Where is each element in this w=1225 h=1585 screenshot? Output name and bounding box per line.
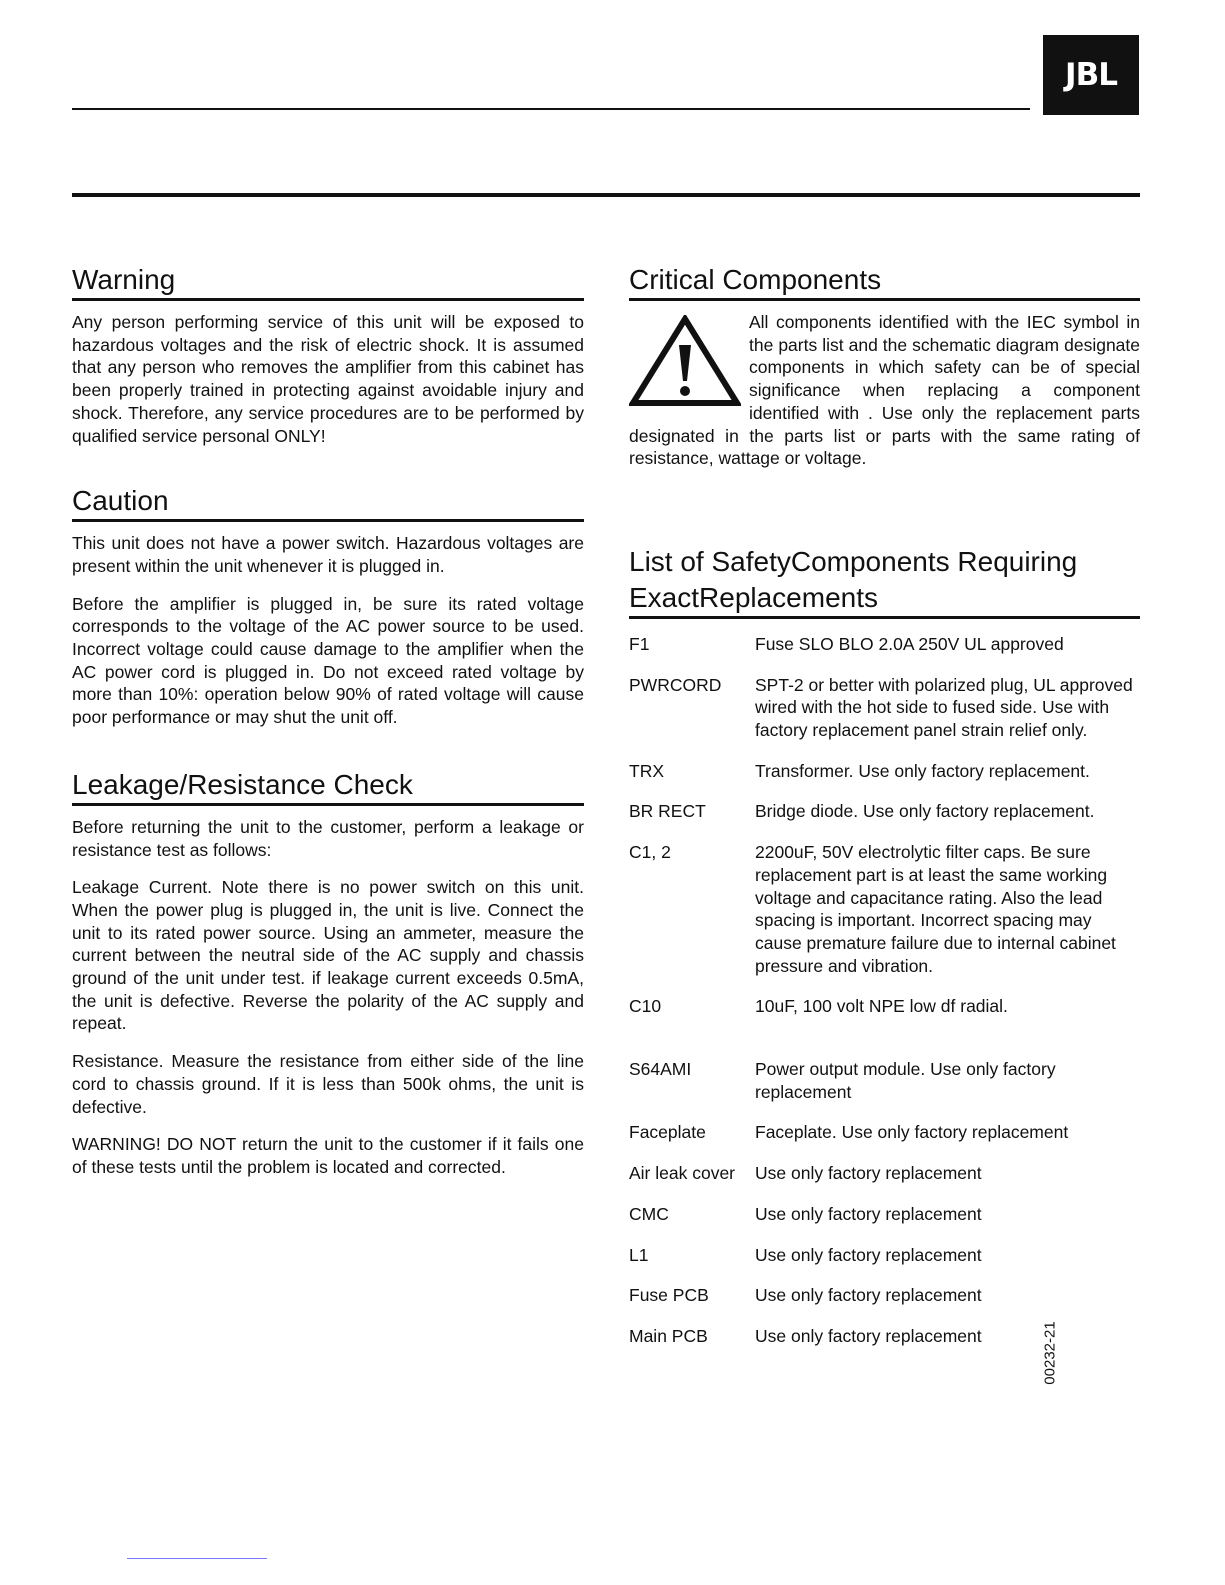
leakage-paragraph: Resistance. Measure the resistance from either side of the line cord to chassis ground. If it is less than 500k ohms, the unit is defective. [72,1051,584,1117]
list-item [629,760,1140,783]
warning-section [72,262,584,447]
part-desc: Bridge diode. Use only factory replacement. [755,801,1095,822]
critical-title: Critical Components [629,262,1140,301]
list-item [629,841,1140,977]
leakage-paragraph: Before returning the unit to the customer, perform a leakage or resistance test as follows: [72,816,584,860]
part-ref: C10 [629,996,662,1017]
list-item [629,1058,1140,1103]
part-desc: Power output module. Use only factory replacement [755,1059,1056,1102]
warning-triangle-icon [629,315,741,407]
part-desc: Use only factory replacement [755,1244,982,1265]
header-thick-rule [72,193,1140,197]
list-item [629,1121,1140,1144]
part-desc: Use only factory replacement [755,1203,982,1224]
bottom-link-underline [127,1558,267,1559]
safety-list-title-line2: ExactReplacements [629,581,879,613]
part-desc: Transformer. Use only factory replacement. [755,760,1090,781]
part-ref: Fuse PCB [629,1285,709,1306]
left-column [72,262,584,1194]
leakage-paragraph: WARNING! DO NOT return the unit to the customer if it fails one of these tests until the problem is located and corrected. [72,1134,584,1177]
part-ref: Air leak cover [629,1163,736,1184]
list-item [629,800,1140,823]
leakage-title: Leakage/Resistance Check [72,767,584,806]
part-ref: PWRCORD [629,674,722,695]
safety-list-section [629,544,1140,1348]
list-item [629,1284,1140,1307]
document-code [1036,1320,1064,1386]
jbl-logo: JBL [1043,35,1139,115]
header-rule [72,108,1030,110]
part-desc: Faceplate. Use only factory replacement [755,1122,1069,1143]
part-desc: Use only factory replacement [755,1163,982,1184]
safety-list-title-line1: List of SafetyComponents Requiring [629,545,1078,577]
part-ref: BR RECT [629,801,706,822]
caution-paragraph: This unit does not have a power switch. Hazardous voltages are present within the unit whenever it is plugged in. [72,533,584,576]
critical-body [629,311,1140,470]
part-ref: F1 [629,633,650,654]
part-ref: L1 [629,1244,649,1265]
leakage-paragraph: Leakage Current. Note there is no power switch on this unit. When the power plug is plugged in, the unit is live. Connect the unit to its rated power source. Using an ammeter, measure the current between the neutral side of the AC supply and chassis ground of the unit under test. if leakage current exceeds 0.5mA, the unit is defective. Reverse the polarity of the AC supply and repeat. [72,877,584,1034]
part-desc: 10uF, 100 volt NPE low df radial. [755,996,1008,1017]
right-column [629,262,1140,1366]
list-item [629,1162,1140,1185]
part-desc: Fuse SLO BLO 2.0A 250V UL approved [755,633,1064,654]
parts-list [629,633,1140,1348]
list-item [629,1203,1140,1226]
part-ref: TRX [629,760,664,781]
document-code-text: 00232-21 [1041,1321,1059,1385]
warning-title: Warning [72,262,584,301]
caution-paragraph: Before the amplifier is plugged in, be sure its rated voltage corresponds to the voltage of the AC power source to be used. Incorrect voltage could cause damage to the amplifier when the AC power cord is plugged in. Do not exceed rated voltage by more than 10%: operation below 90% of rated voltage will cause poor performance or may shut the unit off. [72,593,584,728]
warning-text: Any person performing service of this unit will be exposed to hazardous voltages and the risk of electric shock. It is assumed that any person who removes the amplifier from this cabinet has been properly trained in protecting against avoidable injury and shock. Therefore, any service procedures are to be performed by qualified service personal ONLY! [72,312,584,446]
safety-list-title [629,544,1140,619]
list-item [629,1244,1140,1267]
part-ref: Main PCB [629,1325,708,1346]
part-ref: S64AMI [629,1059,692,1080]
leakage-section [72,767,584,1179]
part-desc: SPT-2 or better with polarized plug, UL approved wired with the hot side to fused side. Use with factory replacement panel strain relief only. [755,674,1133,741]
part-desc: Use only factory replacement [755,1325,982,1346]
list-item [629,674,1140,742]
part-ref: Faceplate [629,1122,706,1143]
part-desc: Use only factory replacement [755,1285,982,1306]
part-ref: C1, 2 [629,842,671,863]
list-item [629,633,1140,656]
list-item [629,995,1140,1018]
caution-section [72,483,584,729]
part-desc: 2200uF, 50V electrolytic filter caps. Be sure replacement part is at least the same working voltage and capacitance rating. Also the lead spacing is important. Incorrect spacing may cause premature failure due to internal cabinet pressure and vibration. [755,842,1116,976]
critical-section [629,262,1140,470]
critical-text: All components identified with the IEC symbol in the parts list and the schematic diagram designate components in which safety can be of special significance when replacing a component identified with . Use only the replacement parts designated in the parts list or parts with the same rating of resistance, wattage or voltage. [629,312,1140,469]
caution-title: Caution [72,483,584,522]
part-ref: CMC [629,1203,669,1224]
